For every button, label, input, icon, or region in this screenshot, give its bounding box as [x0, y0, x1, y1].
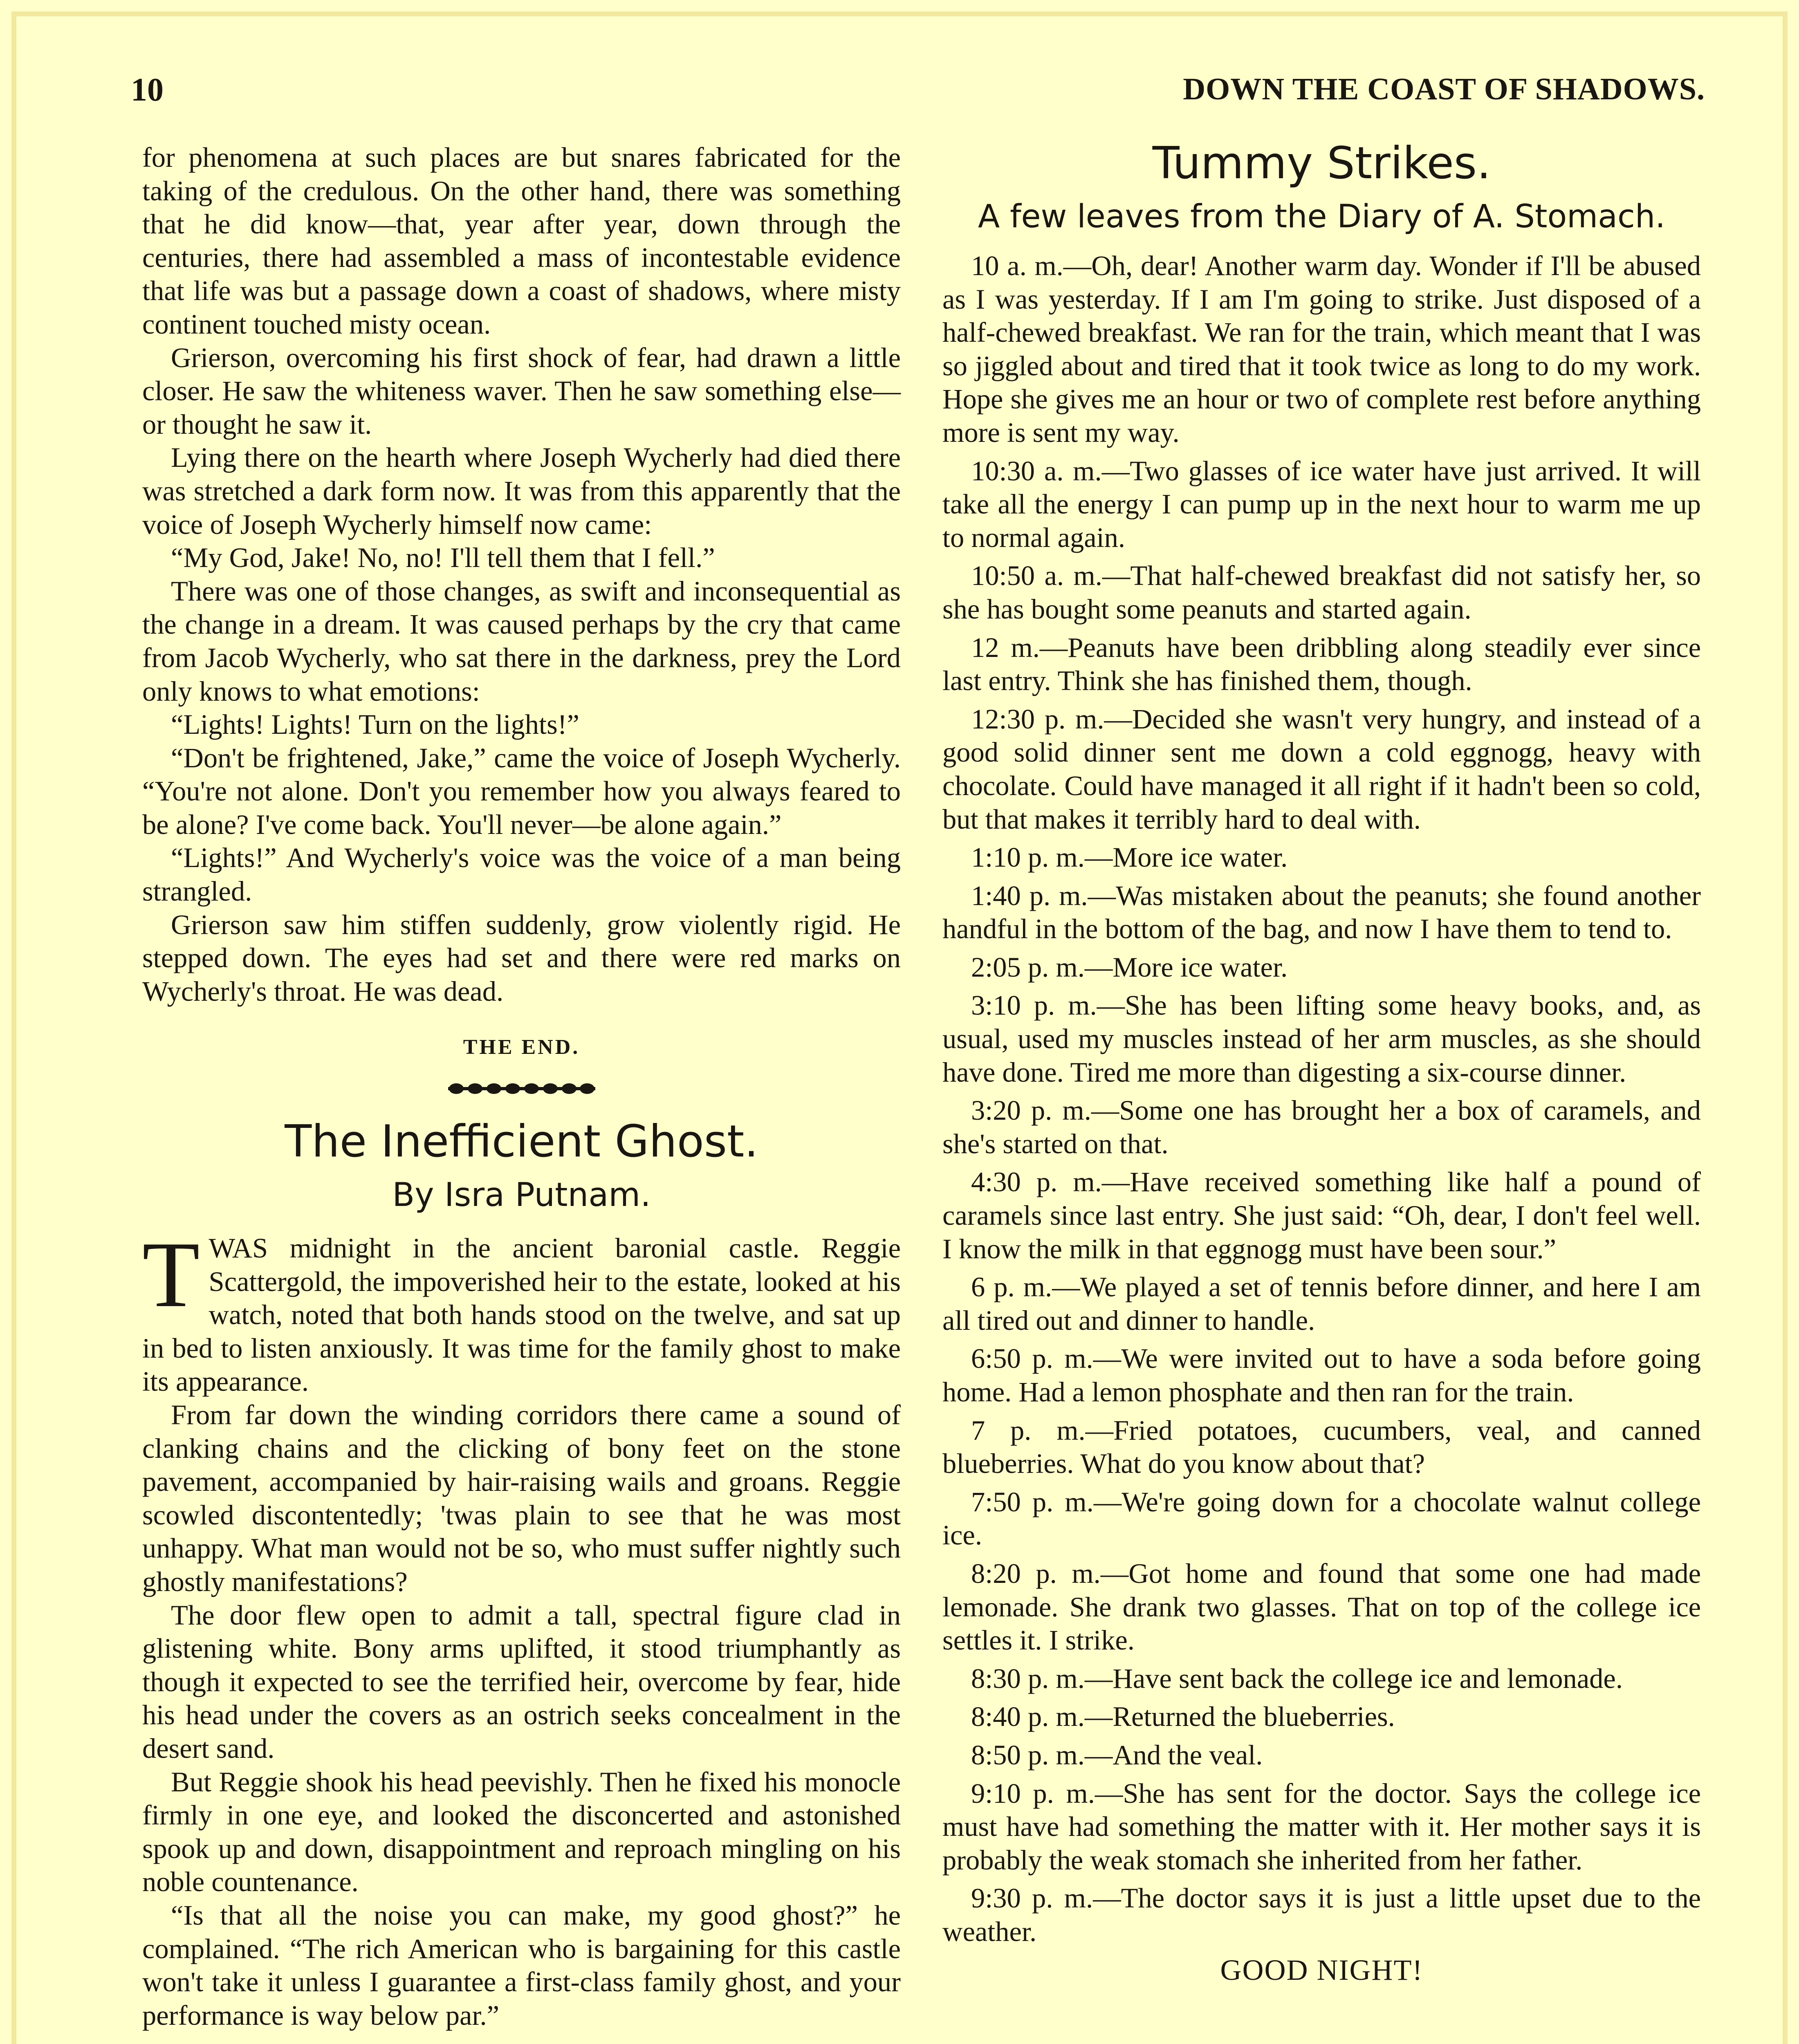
article-title: Tummy Strikes.: [1152, 138, 1491, 189]
diary-entry: 1:10 p. m.—More ice water.: [971, 842, 1288, 873]
diary-entry: 10:30 a. m.—Two glasses of ice water have just arrived. It will take all the energy I can pump up in the next hour to warm me up to normal again.: [942, 455, 1701, 553]
diary-entry: 3:10 p. m.—She has been lifting some heavy books, and, as usual, used my muscles instead of her arm muscles, as she should have done. Tired me more than digesting a six-course dinner.: [942, 990, 1701, 1088]
opening-text: WAS midnight in the ancient baronial castle. Reggie Scattergold, the impoverished heir to the estate, looked at his watch, noted that both hands stood on the twelve, and sat up in bed to listen anxiously. It was time for the family ghost to make its appearance.: [142, 1233, 901, 1397]
story-paragraph: Lying there on the hearth where Joseph Wycherly had died there was stretched a dark form now. It was from this apparently that the voice of Joseph Wycherly himself now came:: [142, 442, 901, 540]
diary-entry: 1:40 p. m.—Was mistaken about the peanuts; she found another handful in the bottom of the bag, and now I have them to tend to.: [942, 880, 1701, 945]
drop-cap: T: [142, 1222, 200, 1327]
diary-entry: 2:05 p. m.—More ice water.: [971, 951, 1288, 983]
diary-entry: 6 p. m.—We played a set of tennis before dinner, and here I am all tired out and dinner to handle.: [942, 1271, 1701, 1336]
story-paragraph: Grierson, overcoming his first shock of fear, had drawn a little closer. He saw the whiteness waver. Then he saw something else—or thought he saw it.: [142, 342, 901, 440]
story-paragraph: “Lights!” And Wycherly's voice was the voice of a man being strangled.: [142, 842, 901, 907]
diary-entry: 3:20 p. m.—Some one has brought her a box of caramels, and she's started on that.: [942, 1095, 1701, 1159]
diary-entry: 7 p. m.—Fried potatoes, cucumbers, veal, and canned blueberries. What do you know about that?: [942, 1414, 1701, 1479]
story-paragraph: for phenomena at such places are but snares fabricated for the taking of the credulous. On the other hand, there was something that he did know—that, year after year, down through the centuries, there had assembled a mass of incontestable evidence that life was but a passage down a coast of shadows, where misty continent touched misty ocean.: [142, 142, 901, 340]
story-paragraph: There was one of those changes, as swift and inconsequential as the change in a dream. It was caused perhaps by the cry that came from Jacob Wycherly, who sat there in the darkness, prey the Lord only knows to what emotions:: [142, 575, 901, 707]
the-end-label: THE END.: [463, 1035, 580, 1059]
diary-entry: 12 m.—Peanuts have been dribbling along steadily ever since last entry. Think she has finished them, though.: [942, 632, 1701, 697]
diary-entry: 10:50 a. m.—That half-chewed breakfast did not satisfy her, so she has bought some peanuts and started again.: [942, 560, 1701, 625]
diary-entry: 9:30 p. m.—The doctor says it is just a little upset due to the weather.: [942, 1883, 1701, 1947]
diary-entry: 8:20 p. m.—Got home and found that some one had made lemonade. She drank two glasses. That on top of the college ice settles it. I strike.: [942, 1558, 1701, 1656]
diary-entries: [942, 249, 1701, 1949]
signoff: GOOD NIGHT!: [1220, 1953, 1423, 1986]
story-paragraph: From far down the winding corridors there came a sound of clanking chains and the clicking of bony feet on the stone pavement, accompanied by hair-raising wails and groans. Reggie scowled discontentedly; 'twas plain to see that he was most unhappy. What man would not be so, who must suffer nightly such ghostly manifestations?: [142, 1399, 901, 1597]
story-paragraph: “My God, Jake! No, no! I'll tell them that I fell.”: [171, 542, 715, 574]
story-paragraph: “Lights! Lights! Turn on the lights!”: [171, 709, 579, 740]
ornamental-divider-icon: [448, 1078, 595, 1099]
story-opening-paragraph: [142, 1222, 901, 1399]
left-column: [142, 141, 901, 2032]
diary-entry: 10 a. m.—Oh, dear! Another warm day. Wonder if I'll be abused as I was yesterday. If I am I'm going to strike. Just disposed of a half-chewed breakfast. We ran for the train, which meant that I was so jiggled about and tired that it took twice as long to do my work. Hope she gives me an hour or two of complete rest before anything more is sent my way.: [942, 250, 1701, 448]
diary-entry: 8:30 p. m.—Have sent back the college ice and lemonade.: [971, 1663, 1623, 1694]
story-paragraph: Grierson saw him stiffen suddenly, grow violently rigid. He stepped down. The eyes had set and there were red marks on Wycherly's throat. He was dead.: [142, 909, 901, 1007]
diary-entry: 8:40 p. m.—Returned the blueberries.: [971, 1701, 1395, 1732]
story-title: The Inefficient Ghost.: [285, 1116, 758, 1168]
story-paragraph: But Reggie shook his head peevishly. Then he fixed his monocle firmly in one eye, and looked the disconcerted and astonished spook up and down, disappointment and reproach mingling on his noble countenance.: [142, 1766, 901, 1898]
article-subtitle: A few leaves from the Diary of A. Stomach.: [978, 198, 1666, 235]
story-paragraph: “Don't be frightened, Jake,” came the voice of Joseph Wycherly. “You're not alone. Don't you remember how you always feared to be alone? I've come back. You'll never—be alone again.”: [142, 742, 901, 840]
running-title: DOWN THE COAST OF SHADOWS.: [1183, 72, 1705, 106]
diary-entry: 6:50 p. m.—We were invited out to have a soda before going home. Had a lemon phosphate and then ran for the train.: [942, 1343, 1701, 1407]
diary-entry: 7:50 p. m.—We're going down for a chocolate walnut college ice.: [942, 1486, 1701, 1551]
diary-entry: 4:30 p. m.—Have received something like half a pound of caramels since last entry. She just said: “Oh, dear, I don't feel well. I know the milk in that eggnogg must have been sour.”: [942, 1166, 1701, 1264]
page-number: 10: [131, 72, 164, 108]
story-paragraph: “Is that all the noise you can make, my good ghost?” he complained. “The rich American who is bargaining for this castle won't take it unless I guarantee a first-class family ghost, and your performance is way below par.”: [142, 1899, 901, 2031]
story-byline: By Isra Putnam.: [392, 1176, 651, 1214]
story-paragraph: The door flew open to admit a tall, spectral figure clad in glistening white. Bony arms uplifted, it stood triumphantly as though it expected to see the terrified heir, overcome by fear, hide his head under the covers as an ostrich seeks concealment in the desert sand.: [142, 1599, 901, 1764]
diary-entry: 12:30 p. m.—Decided she wasn't very hungry, and instead of a good solid dinner sent me down a cold eggnogg, heavy with chocolate. Could have managed it all right if it hadn't been so cold, but that makes it terribly hard to deal with.: [942, 703, 1701, 835]
diary-entry: 9:10 p. m.—She has sent for the doctor. Says the college ice must have had something the matter with it. Her mother says it is probably the weak stomach she inherited from her father.: [942, 1777, 1701, 1876]
page-header: [131, 72, 1705, 117]
diary-entry: 8:50 p. m.—And the veal.: [971, 1739, 1263, 1771]
right-column: [942, 138, 1701, 1987]
